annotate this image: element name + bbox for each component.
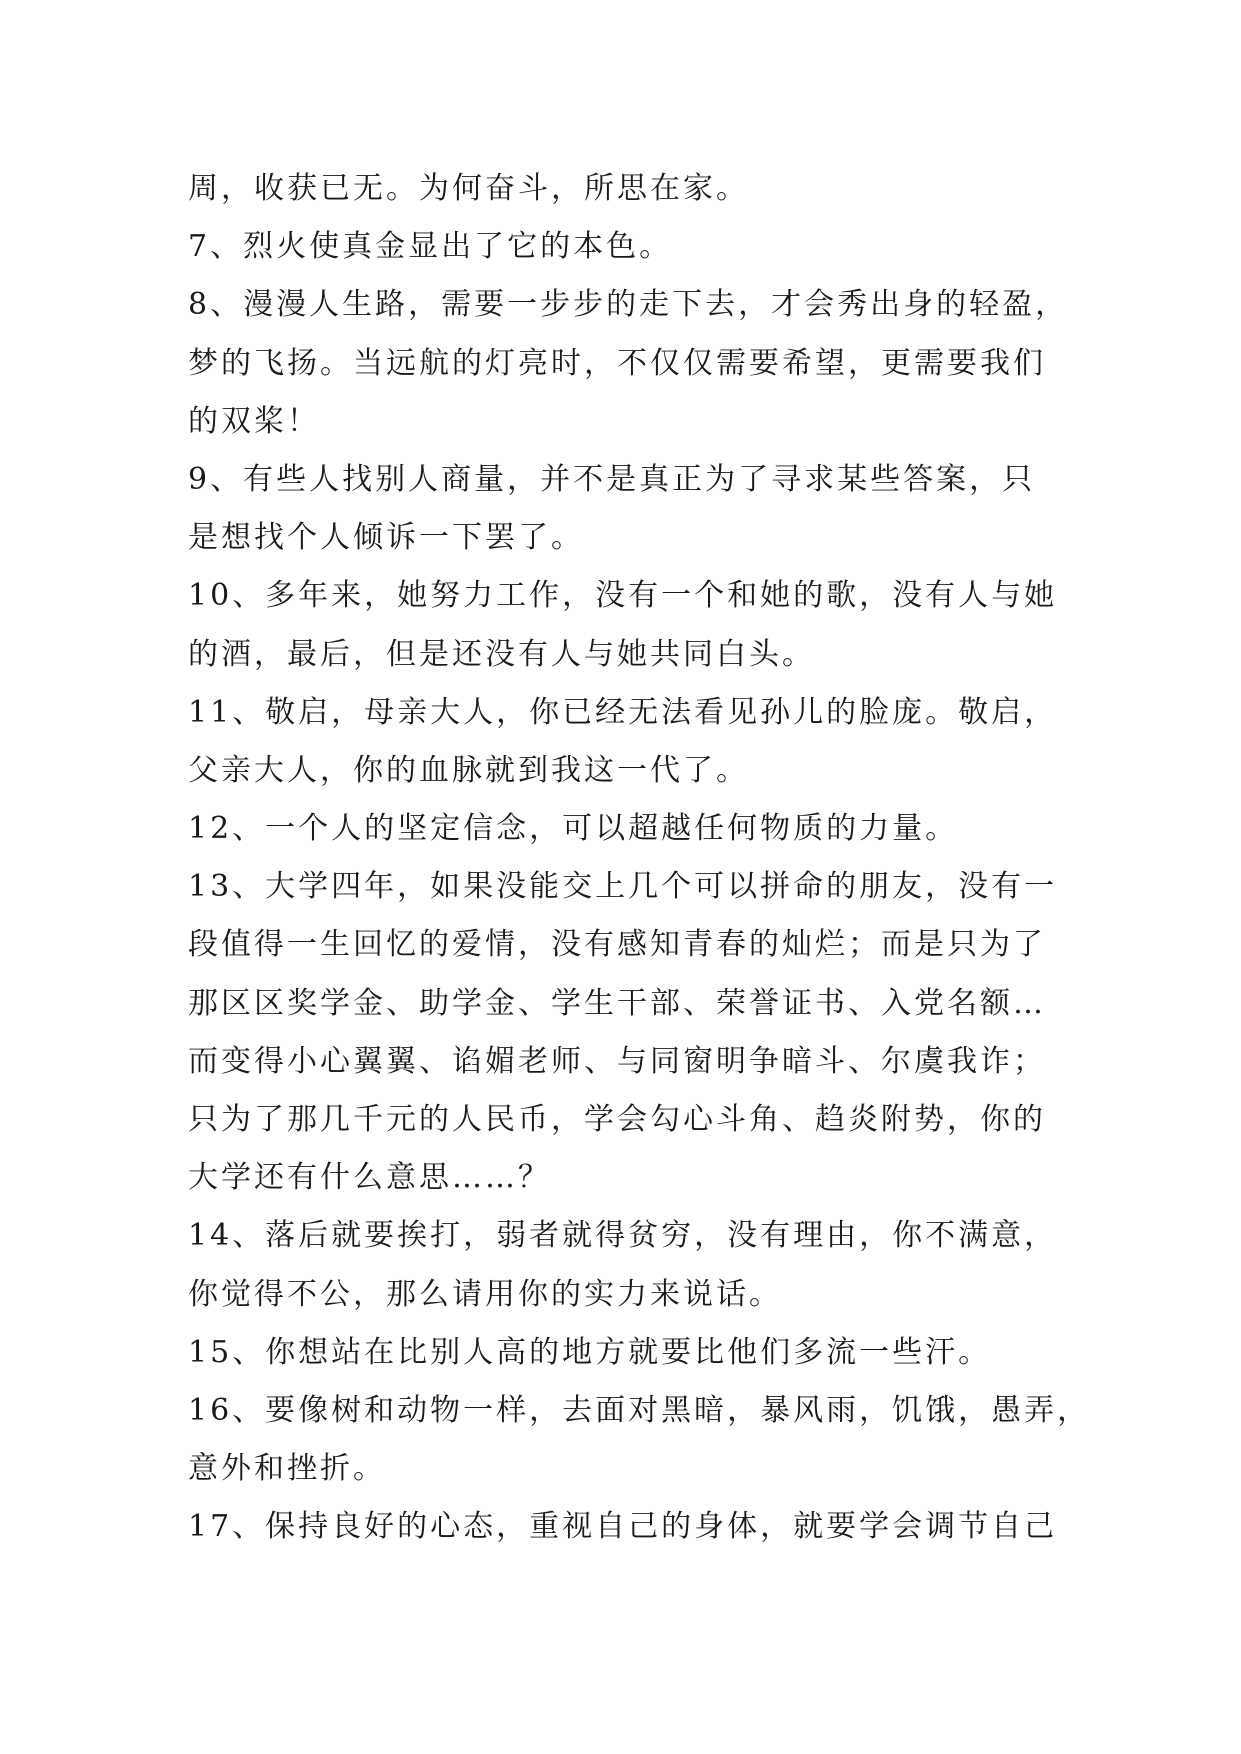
text-line: 是想找个人倾诉一下罢了。 xyxy=(188,520,584,556)
text-line: 15、你想站在比别人高的地方就要比他们多流一些汗。 xyxy=(188,1334,992,1370)
text-line: 14、落后就要挨打，弱者就得贫穷，没有理由，你不满意， xyxy=(188,1218,1058,1254)
text-line: 12、一个人的坚定信念，可以超越任何物质的力量。 xyxy=(188,811,959,847)
text-line: 梦的飞扬。当远航的灯亮时，不仅仅需要希望，更需要我们 xyxy=(188,345,1046,381)
text-line: 意外和挫折。 xyxy=(188,1451,386,1487)
text-line: 17、保持良好的心态，重视自己的身体，就要学会调节自己 xyxy=(188,1509,1058,1545)
text-line: 10、多年来，她努力工作，没有一个和她的歌，没有人与她 xyxy=(188,578,1058,614)
text-line: 8、漫漫人生路，需要一步步的走下去，才会秀出身的轻盈， xyxy=(188,287,1069,323)
text-line: 父亲大人，你的血脉就到我这一代了。 xyxy=(188,752,749,788)
text-line: 的双桨！ xyxy=(188,403,320,439)
text-line: 7、烈火使真金显出了它的本色。 xyxy=(188,229,673,265)
text-line: 你觉得不公，那么请用你的实力来说话。 xyxy=(188,1276,782,1312)
text-line: 大学还有什么意思……？ xyxy=(188,1160,551,1196)
text-line: 而变得小心翼翼、谄媚老师、与同窗明争暗斗、尔虞我诈； xyxy=(188,1043,1046,1079)
text-line: 11、敬启，母亲大人，你已经无法看见孙儿的脸庞。敬启， xyxy=(188,694,1058,730)
text-line: 周，收获已无。为何奋斗，所思在家。 xyxy=(188,171,749,206)
text-line: 的酒，最后，但是还没有人与她共同白头。 xyxy=(188,636,815,672)
text-line: 只为了那几千元的人民币，学会勾心斗角、趋炎附势，你的 xyxy=(188,1102,1046,1137)
text-line: 13、大学四年，如果没能交上几个可以拼命的朋友，没有一 xyxy=(188,869,1058,905)
text-line: 段值得一生回忆的爱情，没有感知青春的灿烂；而是只为了 xyxy=(188,927,1046,963)
body-text xyxy=(188,160,1091,1557)
text-line: 16、要像树和动物一样，去面对黑暗，暴风雨，饥饿，愚弄， xyxy=(188,1392,1091,1428)
text-line: 那区区奖学金、助学金、学生干部、荣誉证书、入党名额… xyxy=(188,985,1046,1021)
text-line: 9、有些人找别人商量，并不是真正为了寻求某些答案，只 xyxy=(188,461,1036,497)
